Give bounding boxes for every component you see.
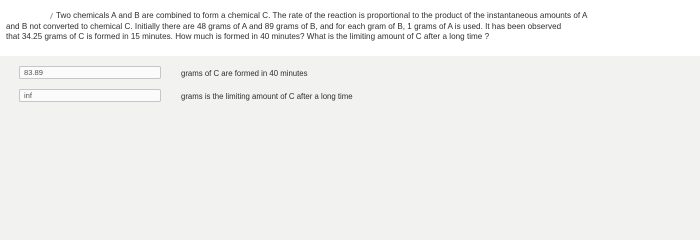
answer-row-limiting [0, 85, 700, 107]
formed-amount-input[interactable] [19, 66, 161, 79]
question-line-2: and B not converted to chemical C. Initially there are 48 grams of A and 89 grams of B, and for each gram of B, 1 grams of A is used. It has been observed [6, 21, 562, 31]
question-panel [0, 0, 700, 56]
question-text [0, 11, 690, 43]
formed-amount-label: grams of C are formed in 40 minutes [181, 69, 308, 78]
limiting-amount-label: grams is the limiting amount of C after a long time [181, 92, 353, 101]
question-line-3: that 34.25 grams of C is formed in 15 minutes. How much is formed in 40 minutes? What is the limiting amount of C after a long time ? [6, 32, 490, 42]
answer-row-formed [0, 62, 700, 84]
question-line-1: Two chemicals A and B are combined to form a chemical C. The rate of the reaction is proportional to the product of the instantaneous amounts of A [56, 11, 588, 20]
limiting-amount-input[interactable] [19, 89, 161, 102]
